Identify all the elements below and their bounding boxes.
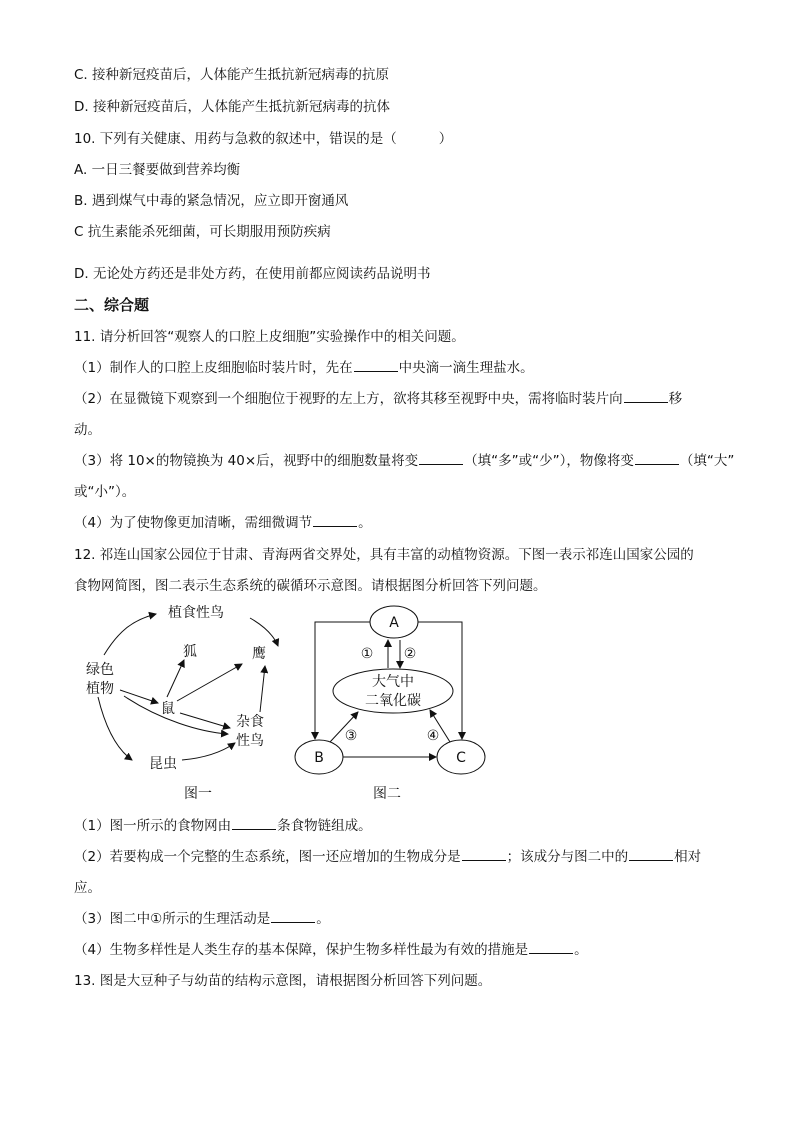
q12-stem-line1: 12. 祁连山国家公园位于甘肃、青海两省交界处，具有丰富的动植物资源。下图一表示祁连山国家公园的 (74, 547, 694, 563)
q11-part2-tail: 移 (668, 391, 683, 407)
q11-part2-cont: 动。 (74, 422, 101, 438)
q12-part1-text: （1）图一所示的食物网由 (74, 818, 232, 834)
plant-label-2: 植物 (86, 681, 114, 697)
co2-label-2: 二氧化碳 (365, 693, 421, 709)
process-3-label: ③ (344, 728, 358, 744)
food-web-diagram (70, 600, 290, 810)
node-a-label: A (389, 615, 399, 631)
q11-part3-text: （3）将 10×的物镜换为 40×后，视野中的细胞数量将变 (74, 453, 419, 469)
answer-blank[interactable] (635, 452, 679, 465)
q11-part3-mid: （填“多”或“少”），物像将变 (464, 453, 634, 469)
q11-part4 (74, 514, 372, 532)
q12-part2-cont: 应。 (74, 880, 101, 896)
q12-part2-mid: ；该成分与图二中的 (506, 849, 629, 865)
arrow-rat-to-eagle (177, 664, 242, 701)
q10-stem (74, 130, 452, 148)
q11-part2 (74, 390, 682, 408)
arrow-plant-to-omnibird (124, 696, 228, 734)
herb-bird-label: 植食性鸟 (168, 605, 224, 621)
answer-blank[interactable] (354, 359, 398, 372)
q12-part2-tail: 相对 (674, 849, 702, 865)
q12-part3 (74, 910, 330, 928)
q12-part3-text: （3）图二中①所示的生理活动是 (74, 911, 271, 927)
process-4-label: ④ (426, 728, 440, 744)
fox-label: 狐 (183, 644, 197, 660)
q9-option-d: D. 接种新冠疫苗后，人体能产生抵抗新冠病毒的抗体 (74, 99, 390, 115)
q12-stem-line2: 食物网简图，图二表示生态系统的碳循环示意图。请根据图分析回答下列问题。 (74, 578, 547, 594)
q10-option-a: A. 一日三餐要做到营养均衡 (74, 162, 241, 178)
omni-bird-label-1: 杂食 (236, 714, 264, 730)
q10-stem-text: 10. 下列有关健康、用药与急救的叙述中，错误的是（ (74, 131, 397, 147)
q13-stem: 13. 图是大豆种子与幼苗的结构示意图，请根据图分析回答下列问题。 (74, 973, 492, 989)
q11-part1-text: （1）制作人的口腔上皮细胞临时装片时，先在 (74, 360, 353, 376)
q11-part4-tail: 。 (358, 515, 372, 531)
answer-blank[interactable] (462, 848, 506, 861)
q11-part3 (74, 452, 734, 470)
q12-part2 (74, 848, 701, 866)
section-heading: 二、综合题 (74, 296, 150, 314)
process-2-label: ② (403, 646, 417, 662)
q11-part1-tail: 中央滴一滴生理盐水。 (398, 360, 534, 376)
figure2-caption: 图二 (373, 786, 401, 802)
arrow-rat-to-fox (167, 660, 184, 697)
arrow-plant-to-insect (98, 697, 132, 760)
node-c-label: C (456, 750, 466, 766)
omni-bird-label-2: 性鸟 (236, 733, 264, 749)
q10-option-d: D. 无论处方药还是非处方药，在使用前都应阅读药品说明书 (74, 266, 431, 282)
answer-blank[interactable] (232, 817, 276, 830)
co2-label-1: 大气中 (372, 674, 414, 690)
insect-label: 昆虫 (149, 756, 177, 772)
node-b-label: B (314, 750, 324, 766)
answer-blank[interactable] (313, 514, 357, 527)
q12-part4-text: （4）生物多样性是人类生存的基本保障，保护生物多样性最为有效的措施是 (74, 942, 529, 958)
eagle-label: 鹰 (252, 646, 266, 662)
q12-part4 (74, 941, 588, 959)
answer-blank[interactable] (629, 848, 673, 861)
figure1-caption: 图一 (184, 786, 212, 802)
answer-blank[interactable] (419, 452, 463, 465)
process-1-label: ① (360, 646, 374, 662)
q11-part3-cont: 或“小”）。 (74, 484, 136, 500)
q12-part1 (74, 817, 372, 835)
q12-part1-tail: 条食物链组成。 (277, 818, 372, 834)
arrow-plant-to-herbbird (104, 614, 156, 655)
rat-label: 鼠 (161, 701, 175, 717)
answer-blank[interactable] (271, 910, 315, 923)
q11-stem: 11. 请分析回答“观察人的口腔上皮细胞”实验操作中的相关问题。 (74, 329, 465, 345)
q10-option-c: C 抗生素能杀死细菌，可长期服用预防疾病 (74, 224, 331, 240)
q12-part4-tail: 。 (574, 942, 588, 958)
q12-part2-text: （2）若要构成一个完整的生态系统，图一还应增加的生物成分是 (74, 849, 461, 865)
arrow-omnibird-to-eagle (260, 666, 265, 712)
answer-blank[interactable] (624, 390, 668, 403)
carbon-cycle-diagram (290, 600, 490, 810)
arrow-plant-to-rat (120, 690, 158, 703)
q11-part1 (74, 359, 534, 377)
q10-option-b: B. 遇到煤气中毒的紧急情况，应立即开窗通风 (74, 193, 349, 209)
q11-part2-text: （2）在显微镜下观察到一个细胞位于视野的左上方，欲将其移至视野中央，需将临时装片向 (74, 391, 623, 407)
q12-part3-tail: 。 (316, 911, 330, 927)
q11-part4-text: （4）为了使物像更加清晰，需细微调节 (74, 515, 313, 531)
plant-label-1: 绿色 (86, 662, 114, 678)
q10-stem-close: ） (438, 131, 453, 147)
q9-option-c: C. 接种新冠疫苗后，人体能产生抵抗新冠病毒的抗原 (74, 67, 390, 83)
answer-blank[interactable] (529, 941, 573, 954)
arrow-insect-to-omnibird (182, 743, 235, 760)
arrow-herbbird-to-eagle (250, 618, 278, 646)
q11-part3-tail: （填“大” (679, 453, 735, 469)
